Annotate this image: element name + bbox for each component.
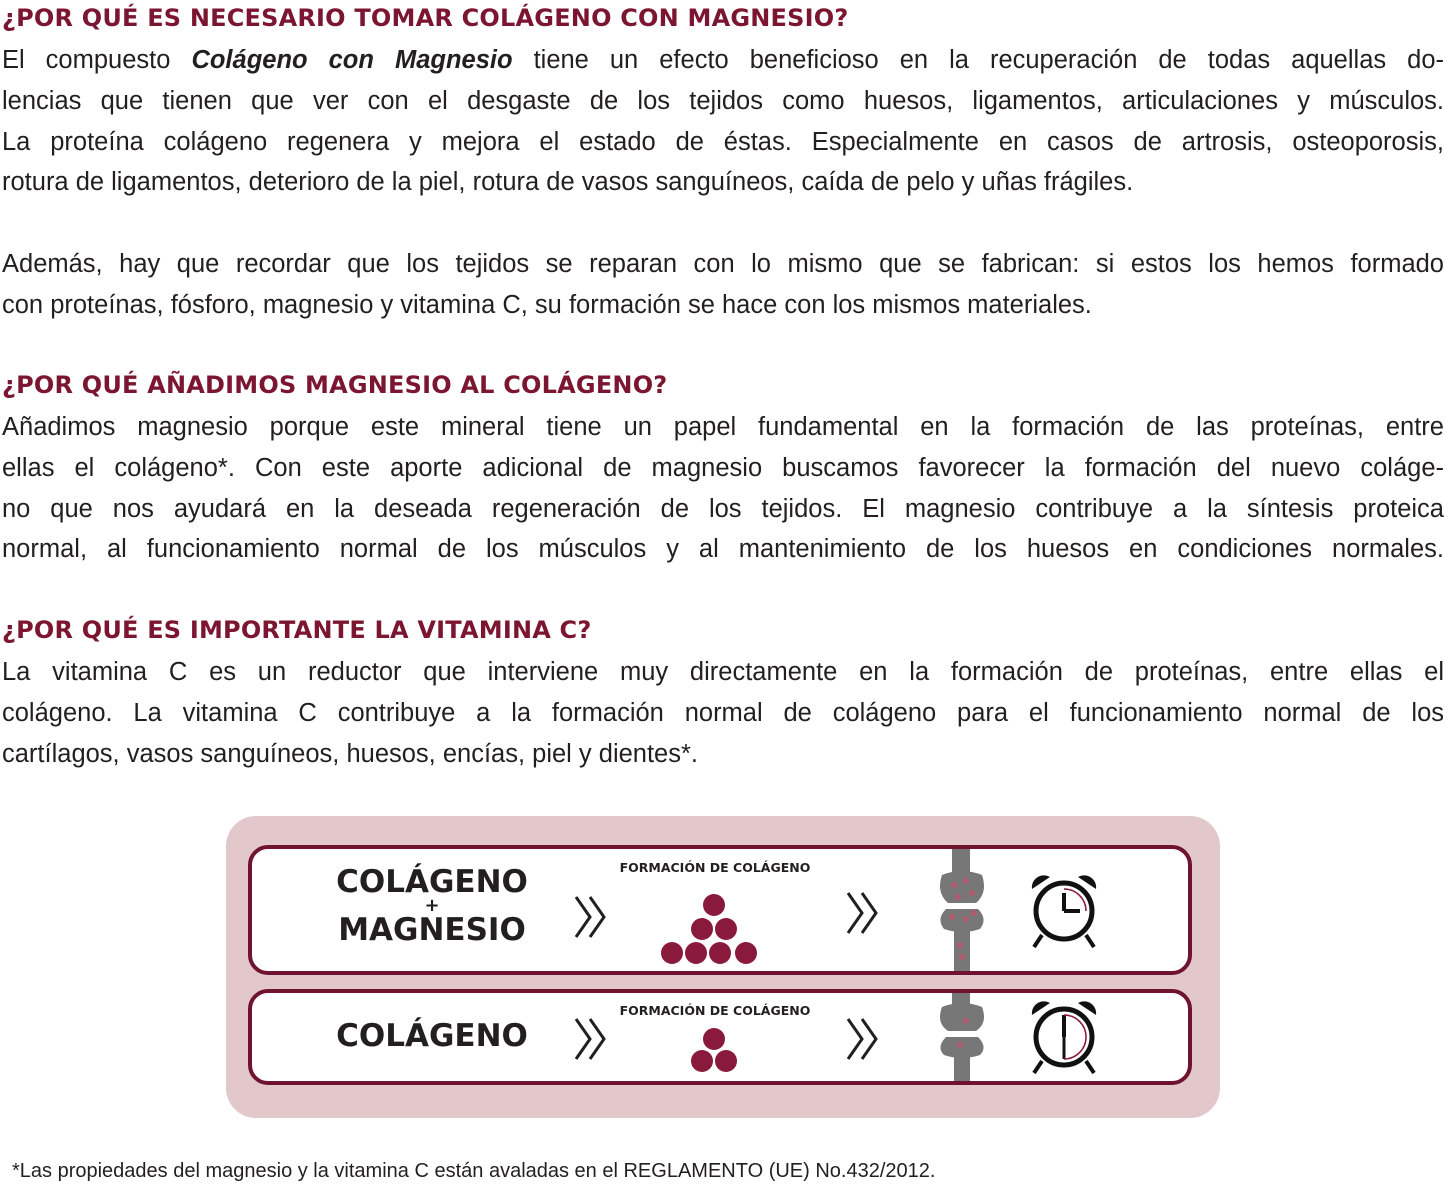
alarm-clock-fast-icon bbox=[1024, 871, 1104, 951]
section-heading-1: ¿POR QUÉ ES NECESARIO TOMAR COLÁGENO CON MAGNESIO? bbox=[2, 4, 849, 32]
legal-footnote: *Las propiedades del magnesio y la vitamina C están avaladas en el REGLAMENTO (UE) No.432/2012. bbox=[12, 1160, 936, 1182]
paragraph-line: no que nos ayudará en la deseada regeneración de los tejidos. El magnesio contribuye a la síntesis proteica bbox=[2, 494, 1444, 523]
row-collagen-magnesium bbox=[248, 845, 1192, 975]
double-chevron-right-icon bbox=[842, 889, 882, 937]
paragraph-line: rotura de ligamentos, deterioro de la piel, rotura de vasos sanguíneos, caída de pelo y uñas frágiles. bbox=[2, 168, 1134, 197]
product-name-emphasis: Colágeno con Magnesio bbox=[191, 46, 513, 74]
paragraph-line: Añadimos magnesio porque este mineral tiene un papel fundamental en la formación de las proteínas, entre bbox=[2, 413, 1444, 441]
paragraph-2 bbox=[2, 244, 1444, 326]
collagen-dots-few bbox=[684, 1027, 744, 1077]
paragraph-line: Además, hay que recordar que los tejidos se reparan con lo mismo que se fabrican: si estos los hemos formado bbox=[2, 250, 1444, 278]
double-chevron-right-icon bbox=[570, 893, 610, 941]
paragraph-line: con proteínas, fósforo, magnesio y vitamina C, su formación se hace con los mismos materiales. bbox=[2, 290, 1092, 319]
collagen-dot bbox=[735, 942, 757, 964]
damaged-knee-joint-icon bbox=[932, 993, 992, 1081]
process-label: FORMACIÓN DE COLÁGENO bbox=[619, 1003, 811, 1018]
collagen-dot bbox=[709, 942, 731, 964]
healthy-knee-joint-icon bbox=[932, 849, 992, 971]
collagen-dot bbox=[661, 942, 683, 964]
comparison-infographic bbox=[226, 816, 1220, 1118]
paragraph-line: cartílagos, vasos sanguíneos, huesos, encías, piel y dientes*. bbox=[2, 739, 698, 768]
alarm-clock-slow-icon bbox=[1024, 997, 1104, 1077]
process-label: FORMACIÓN DE COLÁGENO bbox=[619, 860, 811, 875]
collagen-dot bbox=[691, 1050, 713, 1072]
collagen-dots-many bbox=[652, 887, 772, 969]
double-chevron-right-icon bbox=[570, 1015, 610, 1063]
paragraph-line: ellas el colágeno*. Con este aporte adicional de magnesio buscamos favorecer la formación del nuevo coláge- bbox=[2, 453, 1444, 482]
collagen-dot bbox=[703, 894, 725, 916]
collagen-dot bbox=[685, 942, 707, 964]
double-chevron-right-icon bbox=[842, 1015, 882, 1063]
paragraph-line: colágeno. La vitamina C contribuye a la formación normal de colágeno para el funcionamiento normal de los bbox=[2, 698, 1444, 727]
paragraph-3 bbox=[2, 407, 1444, 570]
paragraph-line: lencias que tienen que ver con el desgaste de los tejidos como huesos, ligamentos, articulaciones y músculos. bbox=[2, 86, 1444, 115]
collagen-dot bbox=[703, 1028, 725, 1050]
paragraph-line: La vitamina C es un reductor que interviene muy directamente en la formación de proteínas, entre ellas el bbox=[2, 658, 1444, 686]
collagen-dot bbox=[691, 918, 713, 940]
collagen-dot bbox=[715, 1050, 737, 1072]
row-collagen-only bbox=[248, 989, 1192, 1085]
paragraph-4 bbox=[2, 652, 1444, 774]
paragraph-1 bbox=[2, 40, 1444, 203]
product-label: COLÁGENO + MAGNESIO bbox=[336, 864, 528, 948]
paragraph-line: El compuesto Colágeno con Magnesio tiene un efecto beneficioso en la recuperación de todas aquellas do- bbox=[2, 46, 1444, 74]
section-heading-2: ¿POR QUÉ AÑADIMOS MAGNESIO AL COLÁGENO? bbox=[2, 371, 668, 399]
paragraph-line: normal, al funcionamiento normal de los músculos y al mantenimiento de los huesos en condiciones normales. bbox=[2, 535, 1444, 564]
section-heading-3: ¿POR QUÉ ES IMPORTANTE LA VITAMINA C? bbox=[2, 616, 592, 644]
product-label: COLÁGENO bbox=[336, 1018, 528, 1054]
collagen-dot bbox=[715, 918, 737, 940]
paragraph-line: La proteína colágeno regenera y mejora el estado de éstas. Especialmente en casos de artrosis, osteoporosis, bbox=[2, 127, 1444, 156]
